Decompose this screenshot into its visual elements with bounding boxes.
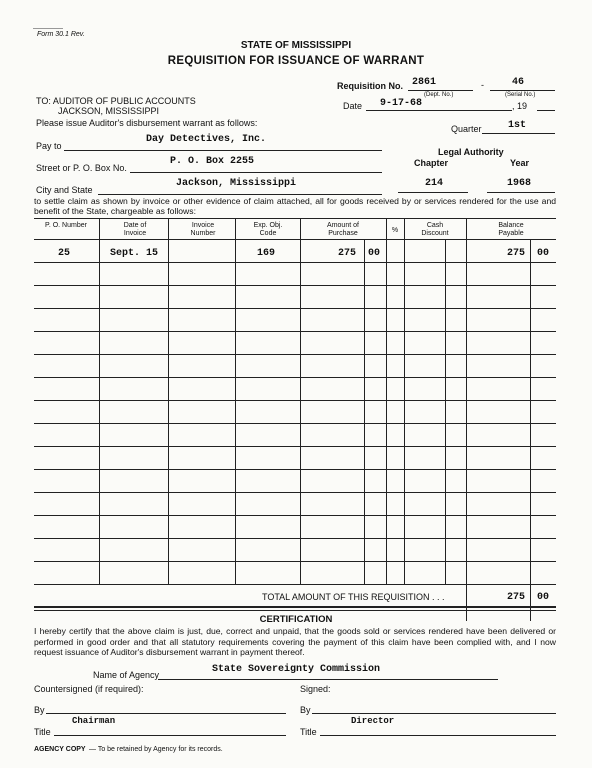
title-value-right[interactable]: Director <box>351 716 395 726</box>
col-line-10 <box>530 239 531 621</box>
legal-authority-label: Legal Authority <box>438 147 504 157</box>
quarter-label: Quarter <box>451 124 482 134</box>
header-cash: Cash Discount <box>421 222 449 237</box>
row-line <box>34 262 556 263</box>
col-line-5 <box>364 239 365 584</box>
table-cell-amount[interactable]: 275 <box>338 248 357 259</box>
title-line-right <box>320 735 556 736</box>
header-date: Date of Invoice <box>123 222 147 237</box>
requisition-serial-line <box>490 90 555 91</box>
requisition-dept-line <box>408 90 473 91</box>
table-cell-date[interactable]: Sept. 15 <box>110 248 159 259</box>
chapter-value[interactable]: 214 <box>425 178 444 189</box>
row-line <box>34 469 556 470</box>
requisition-dash: - <box>481 80 484 90</box>
total-double-line-2 <box>34 610 556 611</box>
row-line <box>34 515 556 516</box>
agency-line <box>158 679 498 680</box>
row-line <box>34 308 556 309</box>
pay-to-label: Pay to <box>36 141 62 151</box>
col-line-7 <box>404 218 405 584</box>
col-line-2 <box>168 218 169 584</box>
pay-to-value[interactable]: Day Detectives, Inc. <box>146 134 267 145</box>
total-cents[interactable]: 00 <box>537 592 550 603</box>
city-value[interactable]: Jackson, Mississippi <box>176 178 297 189</box>
instruction-text: Please issue Auditor's disbursement warrant as follows: <box>36 118 258 128</box>
year-label: Year <box>510 158 530 168</box>
table-cell-balance[interactable]: 275 <box>507 248 526 259</box>
date-value[interactable]: 9-17-68 <box>380 98 423 109</box>
title-value-left[interactable]: Chairman <box>72 716 116 726</box>
title-line-left <box>54 735 286 736</box>
row-line <box>34 492 556 493</box>
col-line-3 <box>235 218 236 584</box>
date-line <box>366 110 512 111</box>
quarter-line <box>482 133 555 134</box>
table-cell-amount-cents[interactable]: 00 <box>368 248 381 259</box>
pay-to-line <box>64 150 382 151</box>
chapter-line <box>398 192 468 193</box>
table-header-bottom <box>34 239 556 240</box>
row-line <box>34 538 556 539</box>
serial-no-caption: (Serial No.) <box>505 92 536 98</box>
table-top-border <box>34 218 556 219</box>
agency-label: Name of Agency <box>93 670 160 680</box>
total-label: TOTAL AMOUNT OF THIS REQUISITION . . . <box>262 592 445 602</box>
street-line <box>130 172 382 173</box>
dept-no-caption: (Dept. No.) <box>424 92 454 98</box>
certification-text: I hereby certify that the above claim is just, due, correct and unpaid, that the goods sold or services rendered have been delivered or performed in good order and that all statutory requirements covering the payment of this claim have been complied with, and I now request issuance of Auditor's disbursement warrant in payment thereof. <box>34 626 556 657</box>
header-po: P. O. Number <box>45 222 87 229</box>
year-line <box>487 192 555 193</box>
col-line-4 <box>300 218 301 584</box>
countersigned-label: Countersigned (if required): <box>34 684 144 694</box>
page-title: REQUISITION FOR ISSUANCE OF WARRANT <box>167 55 425 67</box>
date-year-prefix: , 19 <box>512 101 528 111</box>
row-line <box>34 423 556 424</box>
city-line <box>98 194 382 195</box>
by-line-left <box>46 713 286 714</box>
date-year-line <box>537 110 555 111</box>
row-line <box>34 561 556 562</box>
chapter-label: Chapter <box>414 158 449 168</box>
row-line <box>34 331 556 332</box>
requisition-serial[interactable]: 46 <box>512 77 525 88</box>
requisition-label: Requisition No. <box>337 81 403 91</box>
agency-copy-note: — To be retained by Agency for its records. <box>89 746 223 753</box>
title-label-left: Title <box>34 727 51 737</box>
col-line-8 <box>445 239 446 584</box>
total-double-line-1 <box>34 606 556 608</box>
by-label-right: By <box>300 705 311 715</box>
row-line <box>34 400 556 401</box>
street-label: Street or P. O. Box No. <box>36 163 127 173</box>
table-cell-po[interactable]: 25 <box>58 248 71 259</box>
row-line <box>34 446 556 447</box>
requisition-number[interactable]: 2861 <box>412 77 437 88</box>
signed-label: Signed: <box>300 684 331 694</box>
row-line <box>34 354 556 355</box>
table-cell-balance-cents[interactable]: 00 <box>537 248 550 259</box>
table-cell-exp[interactable]: 169 <box>257 248 276 259</box>
header-pct: % <box>391 227 399 234</box>
year-value[interactable]: 1968 <box>507 178 532 189</box>
total-amount[interactable]: 275 <box>507 592 526 603</box>
state-heading: STATE OF MISSISSIPPI <box>240 40 352 51</box>
by-line-right <box>312 713 556 714</box>
table-bottom-border <box>34 584 556 585</box>
header-balance: Balance Payable <box>498 222 524 237</box>
agency-copy-label: AGENCY COPY <box>34 746 86 753</box>
date-label: Date <box>343 101 363 111</box>
col-line-6 <box>386 218 387 584</box>
row-line <box>34 285 556 286</box>
street-value[interactable]: P. O. Box 2255 <box>170 156 255 167</box>
agency-value[interactable]: State Sovereignty Commission <box>212 664 381 675</box>
addressee-line2: JACKSON, MISSISSIPPI <box>58 106 160 116</box>
by-label-left: By <box>34 705 45 715</box>
header-amount: Amount of Purchase <box>327 222 359 237</box>
header-invoice: Invoice Number <box>190 222 216 237</box>
quarter-value[interactable]: 1st <box>508 120 527 131</box>
title-label-right: Title <box>300 727 317 737</box>
form-number: Form 30.1 Rev. <box>37 31 85 38</box>
addressee-line1: TO: AUDITOR OF PUBLIC ACCOUNTS <box>36 96 196 106</box>
city-label: City and State <box>36 185 93 195</box>
top-mark <box>33 28 63 29</box>
certification-title: CERTIFICATION <box>259 614 333 625</box>
col-line-1 <box>99 218 100 584</box>
claim-text: to settle claim as shown by invoice or other evidence of claim attached, all for goods received by or services rendered for the use and benefit of the State, chargeable as follows: <box>34 196 556 216</box>
row-line <box>34 377 556 378</box>
header-exp: Exp. Obj. Code <box>253 222 283 237</box>
